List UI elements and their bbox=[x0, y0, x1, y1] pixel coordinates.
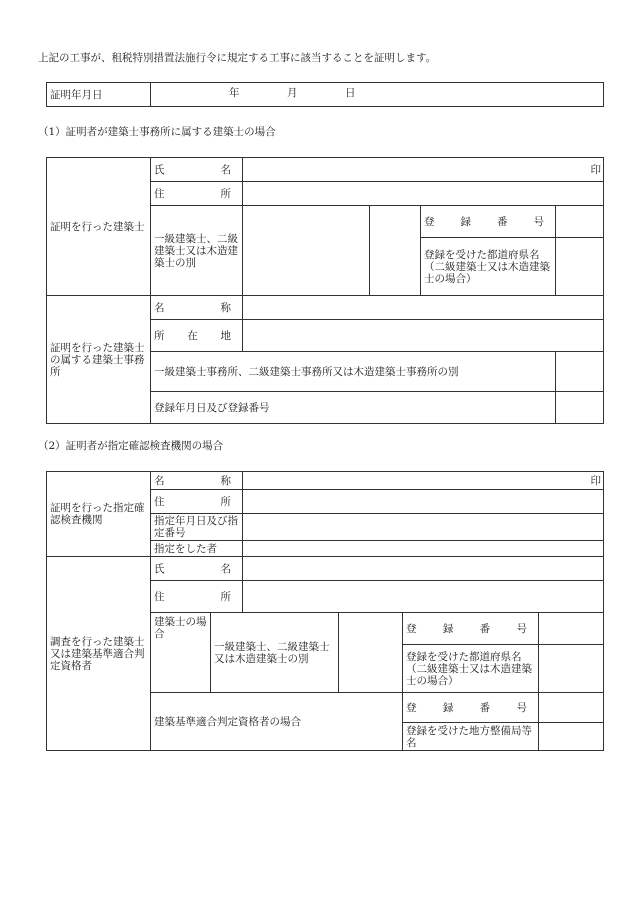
day-label: 日 bbox=[345, 87, 356, 99]
inspector-address-value bbox=[243, 581, 604, 613]
class-value bbox=[243, 206, 370, 296]
inspector-reg-no-value bbox=[539, 613, 604, 645]
q-bureau-value bbox=[539, 723, 604, 751]
office-reg-value bbox=[556, 392, 604, 424]
class-value-2 bbox=[370, 206, 421, 296]
architect-label: 証明を行った建築士 bbox=[47, 158, 151, 296]
office-name-value bbox=[243, 296, 604, 320]
inspector-class-value bbox=[339, 613, 403, 693]
date-label: 証明年月日 bbox=[47, 83, 151, 107]
address-value bbox=[243, 182, 604, 206]
office-loc-label: 所 在 地 bbox=[151, 320, 243, 352]
office-label: 証明を行った建築士の属する建築士事務所 bbox=[47, 296, 151, 424]
office-reg-label: 登録年月日及び登録番号 bbox=[151, 392, 556, 424]
inspector-label: 調査を行った建築士又は建築基準適合判定資格者 bbox=[47, 557, 151, 751]
date-value bbox=[151, 83, 604, 107]
q-reg-no-value bbox=[539, 693, 604, 723]
designator-label: 指定をした者 bbox=[151, 541, 243, 557]
section2-table bbox=[46, 471, 604, 751]
designation-value bbox=[243, 514, 604, 541]
agency-label: 証明を行った指定確認検査機関 bbox=[47, 472, 151, 557]
address-label: 住 所 bbox=[151, 182, 243, 206]
name-label: 氏 名 bbox=[151, 158, 243, 182]
section1-table bbox=[46, 157, 604, 424]
designation-label: 指定年月日及び指定番号 bbox=[151, 514, 243, 541]
reg-pref-label: 登録を受けた都道府県名（二級建築士又は木造建築士の場合） bbox=[421, 238, 556, 296]
q-reg-no-label: 登 録 番 号 bbox=[403, 693, 539, 723]
qualified-case-label: 建築基準適合判定資格者の場合 bbox=[151, 693, 403, 751]
designator-value bbox=[243, 541, 604, 557]
inspector-reg-no-label: 登 録 番 号 bbox=[403, 613, 539, 645]
office-loc-value bbox=[243, 320, 604, 352]
class-label: 一級建築士、二級建築士又は木造建築士の別 bbox=[151, 206, 243, 296]
inspector-reg-pref-label: 登録を受けた都道府県名（二級建築士又は木造建築士の場合） bbox=[403, 645, 539, 693]
office-class-value bbox=[556, 352, 604, 392]
office-name-label: 名 称 bbox=[151, 296, 243, 320]
section2-heading: （2）証明者が指定確認検査機関の場合 bbox=[38, 440, 224, 452]
office-class-label: 一級建築士事務所、二級建築士事務所又は木造建築士事務所の別 bbox=[151, 352, 556, 392]
architect-case-label: 建築士の場合 bbox=[151, 613, 211, 693]
agency-address-value bbox=[243, 490, 604, 514]
reg-pref-value bbox=[556, 238, 604, 296]
month-label: 月 bbox=[287, 87, 298, 99]
agency-name-label: 名 称 bbox=[151, 472, 243, 490]
inspector-name-label: 氏 名 bbox=[151, 557, 243, 581]
intro-text: 上記の工事が、租税特別措置法施行令に規定する工事に該当することを証明します。 bbox=[38, 52, 437, 64]
inspector-name-value bbox=[243, 557, 604, 581]
agency-seal-mark: 印 bbox=[243, 472, 604, 490]
section1-heading: （1）証明者が建築士事務所に属する建築士の場合 bbox=[38, 126, 276, 138]
reg-no-label: 登 録 番 号 bbox=[421, 206, 556, 238]
reg-no-value bbox=[556, 206, 604, 238]
inspector-class-label: 一級建築士、二級建築士又は木造建築士の別 bbox=[211, 613, 339, 693]
agency-address-label: 住 所 bbox=[151, 490, 243, 514]
inspector-reg-pref-value bbox=[539, 645, 604, 693]
date-table bbox=[46, 82, 604, 107]
q-bureau-label: 登録を受けた地方整備局等名 bbox=[403, 723, 539, 751]
year-label: 年 bbox=[229, 87, 240, 99]
seal-mark: 印 bbox=[243, 158, 604, 182]
inspector-address-label: 住 所 bbox=[151, 581, 243, 613]
